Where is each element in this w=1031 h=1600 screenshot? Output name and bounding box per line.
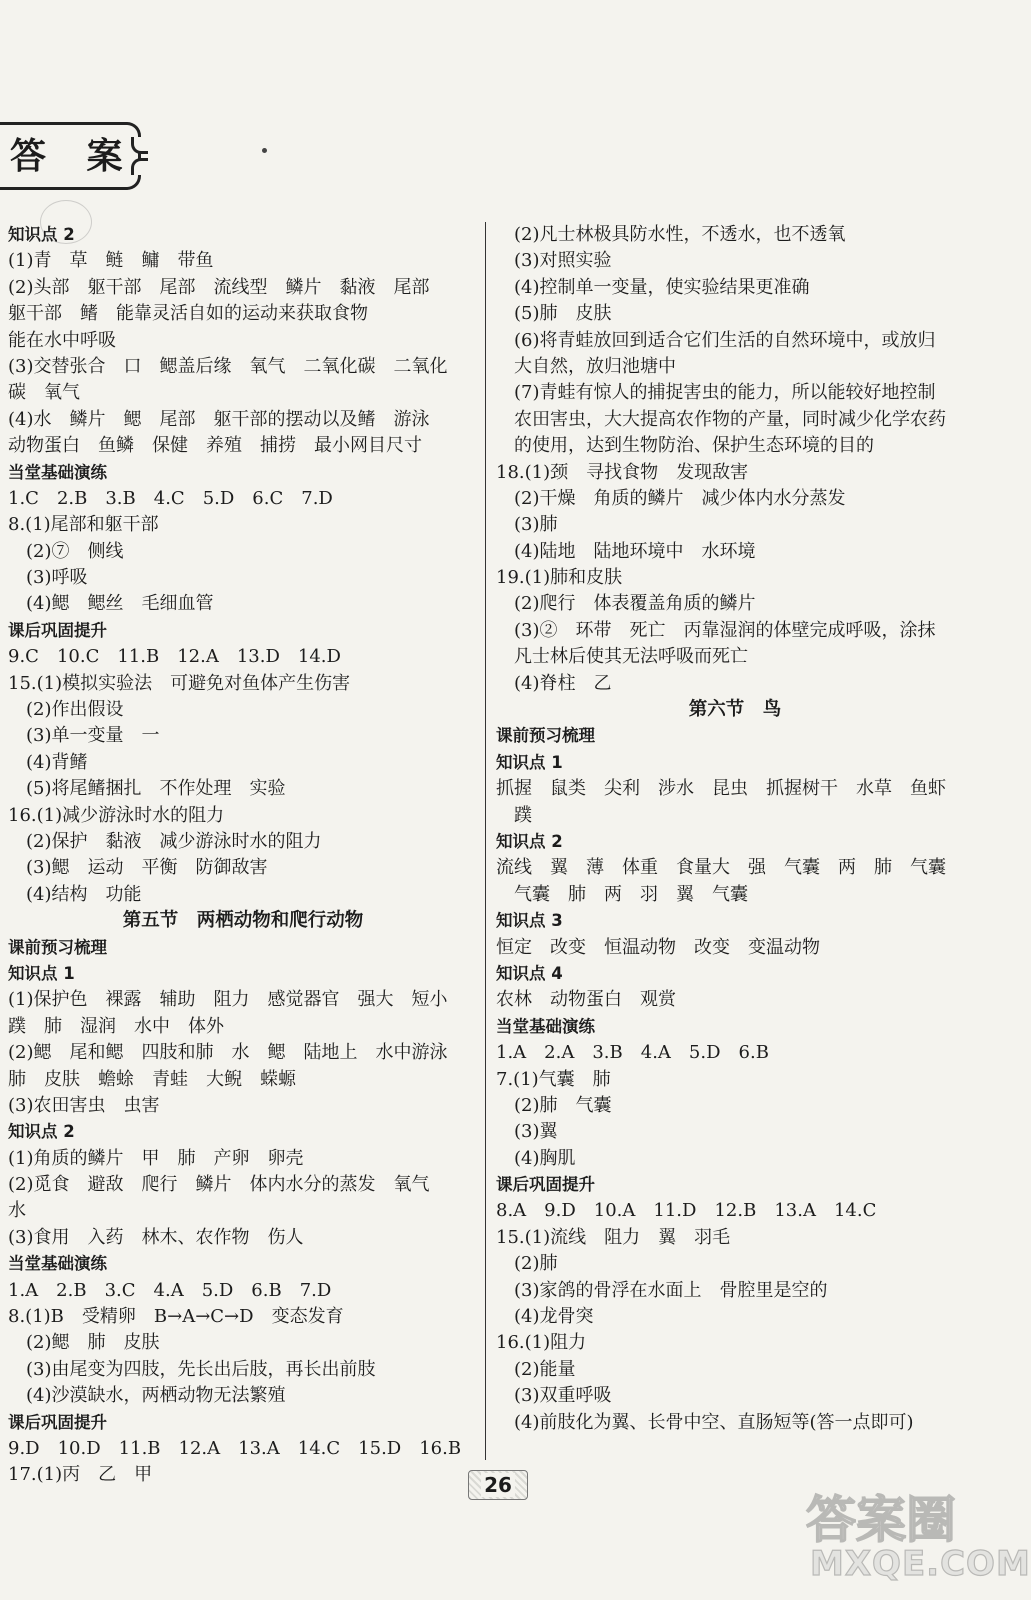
section-heading: 课前预习梳理: [496, 726, 595, 746]
section-heading: 课后巩固提升: [8, 1412, 107, 1432]
section-heading: 课前预习梳理: [8, 937, 107, 957]
answer-line: 8.(1)尾部和躯干部: [8, 514, 159, 536]
answer-line: (4)陆地 陆地环境中 水环境: [514, 540, 756, 562]
answer-line: (3)呼吸: [26, 567, 88, 589]
answer-line: 水: [8, 1200, 26, 1222]
page-number: 26: [481, 1473, 515, 1497]
section-heading: 当堂基础演练: [496, 1016, 595, 1036]
answer-line: 凡士林后使其无法呼吸而死亡: [514, 646, 748, 668]
answer-line: (2)鳃 尾和鳃 四肢和肺 水 鳃 陆地上 水中游泳: [8, 1042, 448, 1064]
section-heading: 知识点 4: [496, 963, 563, 983]
section-heading: 知识点 2: [8, 1122, 75, 1142]
answer-line: 15.(1)模拟实验法 可避免对鱼体产生伤害: [8, 672, 351, 694]
watermark-logo: [806, 1480, 1031, 1594]
answer-line: (4)脊柱 乙: [514, 672, 612, 694]
answer-line: 的使用，达到生物防治、保护生态环境的目的: [514, 435, 874, 457]
answer-line: (3)单一变量 一: [26, 725, 160, 747]
section-heading: 知识点 3: [496, 911, 563, 931]
answer-line: (3)家鸽的骨浮在水面上 骨腔里是空的: [514, 1279, 828, 1301]
answer-line: (4)胸肌: [514, 1147, 576, 1169]
section-heading: 知识点 2: [8, 225, 75, 244]
answer-line: 18.(1)颈 寻找食物 发现敌害: [496, 461, 749, 483]
answer-line: 蹼 肺 湿润 水中 体外: [8, 1015, 224, 1037]
answer-line: (4)结构 功能: [26, 883, 142, 905]
answer-line: 碳 氧气: [8, 382, 80, 404]
answer-line: 躯干部 鳍 能靠灵活自如的运动来获取食物: [8, 303, 368, 325]
answer-line: (2)干燥 角质的鳞片 减少体内水分蒸发: [514, 487, 846, 509]
answer-line: (2)能量: [514, 1358, 576, 1380]
answer-line: (1)青 草 鲢 鳙 带鱼: [8, 250, 214, 272]
answer-line: (3)② 环带 死亡 丙靠湿润的体壁完成呼吸，涂抹: [514, 619, 936, 641]
watermark-line1: 答案圈: [806, 1491, 956, 1549]
section-heading: 课后巩固提升: [496, 1175, 595, 1195]
answer-line: 16.(1)阻力: [496, 1332, 587, 1354]
column-divider: [485, 222, 486, 1460]
answer-line: (3)农田害虫 虫害: [8, 1094, 160, 1116]
answer-line: 1.A 2.A 3.B 4.A 5.D 6.B: [496, 1042, 769, 1064]
section-heading: 知识点 2: [496, 831, 563, 851]
answer-line: (2)⑦ 侧线: [26, 540, 124, 562]
answer-line: (2)肺: [514, 1253, 558, 1275]
answer-line: (3)双重呼吸: [514, 1385, 612, 1407]
page-number-badge: [468, 1470, 528, 1500]
answer-line: 9.C 10.C 11.B 12.A 13.D 14.D: [8, 646, 341, 668]
answer-line: 肺 皮肤 蟾蜍 青蛙 大鲵 蝾螈: [8, 1068, 296, 1090]
answer-line: 19.(1)肺和皮肤: [496, 567, 623, 589]
answer-line: 16.(1)减少游泳时水的阻力: [8, 804, 225, 826]
answer-line: (4)背鳍: [26, 751, 88, 773]
section-heading: 知识点 1: [8, 963, 75, 983]
answer-line: (3)对照实验: [514, 250, 612, 272]
answer-line: (3)肺: [514, 514, 558, 536]
ink-dot: [262, 148, 267, 153]
answer-line: 农田害虫，大大提高农作物的产量，同时减少化学农药: [514, 408, 946, 430]
answer-line: 9.D 10.D 11.B 12.A 13.A 14.C 15.D 16.B: [8, 1437, 462, 1459]
chapter-heading: 第六节 鸟: [688, 699, 782, 721]
answer-line: 农林 动物蛋白 观赏: [496, 989, 676, 1011]
section-heading: 课后巩固提升: [8, 620, 107, 640]
answer-line: 恒定 改变 恒温动物 改变 变温动物: [496, 936, 820, 958]
answer-line: (2)觅食 避敌 爬行 鳞片 体内水分的蒸发 氧气: [8, 1174, 430, 1196]
section-heading: 当堂基础演练: [8, 462, 107, 482]
watermark-line2: MXQE.COM: [810, 1544, 1031, 1584]
answer-line: (2)肺 气囊: [514, 1094, 612, 1116]
answer-line: (4)前肢化为翼、长骨中空、直肠短等(答一点即可): [514, 1411, 914, 1433]
answer-line: 气囊 肺 两 羽 翼 气囊: [514, 883, 748, 905]
answer-line: (4)控制单一变量，使实验结果更准确: [514, 276, 810, 298]
answer-line: (4)沙漠缺水，两栖动物无法繁殖: [26, 1385, 286, 1407]
section-heading: 当堂基础演练: [8, 1254, 107, 1274]
page-title: 答 案: [10, 136, 137, 177]
answer-line: (2)头部 躯干部 尾部 流线型 鳞片 黏液 尾部: [8, 276, 430, 298]
answer-line: (6)将青蛙放回到适合它们生活的自然环境中，或放归: [514, 329, 936, 351]
answer-line: 流线 翼 薄 体重 食量大 强 气囊 两 肺 气囊: [496, 857, 946, 879]
answer-line: 8.A 9.D 10.A 11.D 12.B 13.A 14.C: [496, 1200, 877, 1222]
answer-line: (2)爬行 体表覆盖角质的鳞片: [514, 593, 756, 615]
right-column: [496, 222, 974, 1436]
answer-line: (4)鳃 鳃丝 毛细血管: [26, 593, 214, 615]
answer-line: (5)肺 皮肤: [514, 303, 612, 325]
answer-line: (4)龙骨突: [514, 1306, 594, 1328]
answer-line: (2)作出假设: [26, 699, 124, 721]
answer-line: 1.A 2.B 3.C 4.A 5.D 6.B 7.D: [8, 1279, 332, 1301]
answer-line: 1.C 2.B 3.B 4.C 5.D 6.C 7.D: [8, 487, 333, 509]
answer-line: (3)由尾变为四肢，先长出后肢，再长出前肢: [26, 1358, 376, 1380]
answer-line: (3)鳃 运动 平衡 防御敌害: [26, 857, 268, 879]
chapter-heading: 第五节 两栖动物和爬行动物: [122, 910, 364, 932]
answer-line: 蹼: [514, 804, 532, 826]
answer-line: (2)鳃 肺 皮肤: [26, 1332, 160, 1354]
answer-line: (2)保护 黏液 减少游泳时水的阻力: [26, 830, 322, 852]
answer-line: (3)翼: [514, 1121, 558, 1143]
answer-line: (1)角质的鳞片 甲 肺 产卵 卵壳: [8, 1147, 304, 1169]
answer-line: (1)保护色 裸露 辅助 阻力 感觉器官 强大 短小: [8, 989, 448, 1011]
answer-line: 7.(1)气囊 肺: [496, 1068, 611, 1090]
answer-line: (3)交替张合 口 鳃盖后缘 氧气 二氧化碳 二氧化: [8, 355, 448, 377]
answer-line: 17.(1)丙 乙 甲: [8, 1464, 153, 1486]
left-column: [8, 222, 478, 1489]
answer-line: 抓握 鼠类 尖利 涉水 昆虫 抓握树干 水草 鱼虾: [496, 778, 946, 800]
section-heading: 知识点 1: [496, 752, 563, 772]
answer-line: 15.(1)流线 阻力 翼 羽毛: [496, 1226, 731, 1248]
answer-line: (4)水 鳞片 鳃 尾部 躯干部的摆动以及鳍 游泳: [8, 408, 430, 430]
answer-line: 动物蛋白 鱼鳞 保健 养殖 捕捞 最小网目尺寸: [8, 435, 422, 457]
answer-line: (5)将尾鳍捆扎 不作处理 实验: [26, 778, 286, 800]
answer-line: (2)凡士林极具防水性，不透水，也不透氧: [514, 224, 846, 245]
answer-line: 能在水中呼吸: [8, 329, 116, 351]
answer-line: (7)青蛙有惊人的捕捉害虫的能力，所以能较好地控制: [514, 382, 936, 404]
answer-line: 8.(1)B 受精卵 B→A→C→D 变态发育: [8, 1306, 344, 1328]
answer-line: 大自然，放归池塘中: [514, 355, 676, 377]
answer-line: (3)食用 入药 林木、农作物 伤人: [8, 1226, 304, 1248]
